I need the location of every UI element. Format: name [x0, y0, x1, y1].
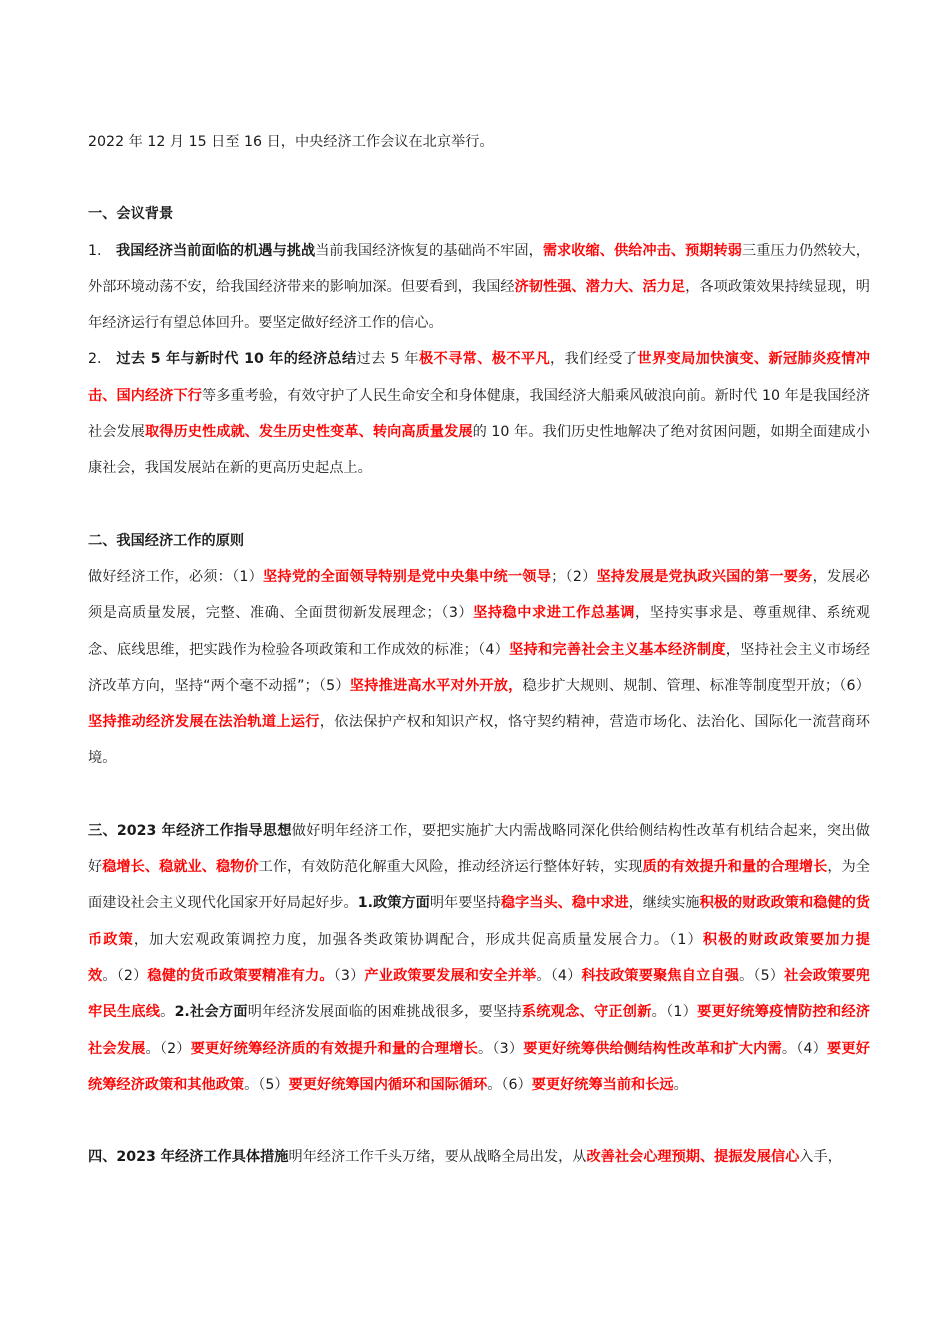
text-run: ，加大宏观政策调控力度，加强各类政策协调配合，形成共促高质量发展合力。（1） [133, 931, 703, 948]
intro-paragraph: 2022 年 12 月 15 日至 16 日，中央经济工作会议在北京举行。 [88, 134, 494, 150]
highlight-text: 极不寻常、极不平凡 [419, 351, 551, 368]
section-1-item-2 [88, 341, 870, 486]
highlight-text: 要更好统筹经济政策和其他政策 [88, 1040, 870, 1093]
text-run: ，为全面建设社会主义现代化国家开好局起好步。 [88, 859, 870, 912]
section-4-paragraph [88, 1139, 870, 1175]
text-run: 。（5） [244, 1076, 289, 1093]
highlight-text: 需求收缩、供给冲击、预期转弱 [542, 242, 742, 259]
item-title: 过去 5 年与新时代 10 年的经济总结 [116, 351, 357, 368]
text-run: ，各项政策效果持续显现，明年经济运行有望总体回升。要坚定做好经济工作的信心。 [88, 278, 870, 332]
highlight-text: 改善社会心理预期、提振发展信心 [586, 1149, 800, 1166]
subheading: 1.政策方面 [357, 895, 430, 912]
text-run: 。（2） [145, 1040, 191, 1057]
text-run: 。（2） [102, 967, 148, 984]
section-3-paragraph [88, 813, 870, 1103]
text-run: （3） [333, 967, 365, 984]
text-run: 明年经济发展面临的困难挑战很多，要坚持 [247, 1004, 522, 1021]
text-run: 。（5） [739, 967, 785, 984]
highlight-text: 稳字当头、稳中求进 [500, 895, 629, 912]
section-3-heading: 三、2023 年经济工作指导思想 [88, 822, 292, 839]
text-run: ；（2） [551, 568, 597, 585]
highlight-text: 产业政策要发展和安全并举 [364, 967, 537, 984]
text-run: 过去 5 年 [356, 351, 419, 368]
text-run: 工作，有效防范化解重大风险，推动经济运行整体好转，实现 [258, 859, 643, 876]
highlight-text: 世界变局加快演变、新冠肺炎疫情冲击、国内经济下行 [88, 351, 870, 404]
section-1-heading: 一、会议背景 [88, 206, 174, 223]
text-run: 稳步扩大规则、规制、管理、标准等制度型开放；（6） [522, 677, 870, 694]
text-run: 。（6） [487, 1076, 532, 1093]
text-run: 。 [673, 1076, 688, 1093]
highlight-text: 坚持推动经济发展在法治轨道上运行 [88, 714, 320, 731]
text-run: 。（4） [536, 967, 582, 984]
text-run: 明年经济工作千头万绪，要从战略全局出发，从 [288, 1149, 587, 1166]
text-run: 做好经济工作，必须：（1） [88, 568, 264, 585]
text-run: 做好明年经济工作，要把实施扩大内需战略同深化供给侧结构性改革有机结合起来，突出做好 [88, 822, 870, 876]
highlight-text: 坚持党的全面领导特别是党中央集中统一领导 [263, 568, 552, 585]
highlight-text: 社会政策要兜牢民生底线 [88, 967, 870, 1021]
text-run: ，依法保护产权和知识产权，恪守契约精神，营造市场化、法治化、国际化一流营商环境。 [88, 714, 870, 767]
highlight-text: 要更好统筹国内循环和国际循环 [288, 1076, 488, 1093]
highlight-text: 积极的财政政策要加力提效 [88, 931, 870, 984]
document-body [88, 124, 870, 1175]
highlight-text: 质的有效提升和量的合理增长 [642, 859, 828, 876]
text-run: 。（3） [478, 1040, 524, 1057]
highlight-text: 要更好统筹当前和长远 [531, 1076, 674, 1093]
text-run: 等多重考验，有效守护了人民生命安全和身体健康，我国经济大船乘风破浪向前。新时代 10 年是我国经济社会发展 [88, 387, 870, 441]
text-run: ，坚持实事求是、尊重规律、系统观念、底线思维，把实践作为检验各项政策和工作成效的标准；（4） [88, 605, 870, 658]
highlight-text: 坚持和完善社会主义基本经济制度 [509, 641, 726, 658]
text-run: ，我们经受了 [550, 351, 638, 368]
highlight-text: 坚持推进高水平对外开放， [349, 677, 523, 694]
text-run: 三重压力仍然较大，外部环境动荡不安，给我国经济带来的影响加深。但要看到，我国经 [88, 242, 870, 295]
text-run: 明年要坚持 [429, 895, 501, 912]
highlight-text: 要更好统筹供给侧结构性改革和扩大内需 [523, 1040, 782, 1057]
text-run: ，继续实施 [628, 895, 700, 912]
section-2-paragraph [88, 559, 870, 777]
highlight-text: 坚持稳中求进工作总基调 [473, 605, 636, 622]
highlight-text: 稳健的货币政策要精准有力。 [147, 967, 334, 984]
text-run: 。（4） [781, 1040, 828, 1057]
text-run: ，发展必须是高质量发展，完整、准确、全面贯彻新发展理念；（3） [88, 568, 870, 622]
highlight-text: 要更好统筹疫情防控和经济社会发展 [88, 1004, 870, 1057]
highlight-text: 取得历史性成就、发生历史性变革、转向高质量发展 [144, 424, 473, 441]
highlight-text: 系统观念、守正创新 [521, 1004, 652, 1021]
highlight-text: 积极的财政政策和稳健的货币政策 [88, 895, 870, 948]
highlight-text: 科技政策要聚焦自立自强 [581, 967, 740, 984]
text-run: 。 [160, 1004, 175, 1021]
text-run: ，坚持社会主义市场经济改革方向，坚持“两个毫不动摇”；（5） [88, 641, 870, 694]
item-number: 1. [88, 242, 102, 259]
section-4-heading: 四、2023 年经济工作具体措施 [88, 1149, 289, 1166]
text-run: 入手， [799, 1149, 842, 1166]
text-run: 当前我国经济恢复的基础尚不牢固， [315, 242, 543, 259]
text-run: 。（1） [651, 1004, 698, 1021]
text-run: 的 10 年。我们历史性地解决了绝对贫困问题，如期全面建成小康社会，我国发展站在新的更高历史起点上。 [88, 424, 870, 477]
subheading: 2.社会方面 [174, 1004, 248, 1021]
section-2-heading: 二、我国经济工作的原则 [88, 532, 245, 549]
highlight-text: 坚持发展是党执政兴国的第一要务 [596, 568, 813, 585]
highlight-text: 济韧性强、潜力大、活力足 [514, 278, 686, 295]
item-number: 2. [88, 351, 102, 368]
item-title: 我国经济当前面临的机遇与挑战 [116, 242, 316, 259]
highlight-text: 要更好统筹经济质的有效提升和量的合理增长 [190, 1040, 479, 1057]
highlight-text: 稳增长、稳就业、稳物价 [102, 859, 259, 876]
section-1-item-1 [88, 233, 870, 342]
